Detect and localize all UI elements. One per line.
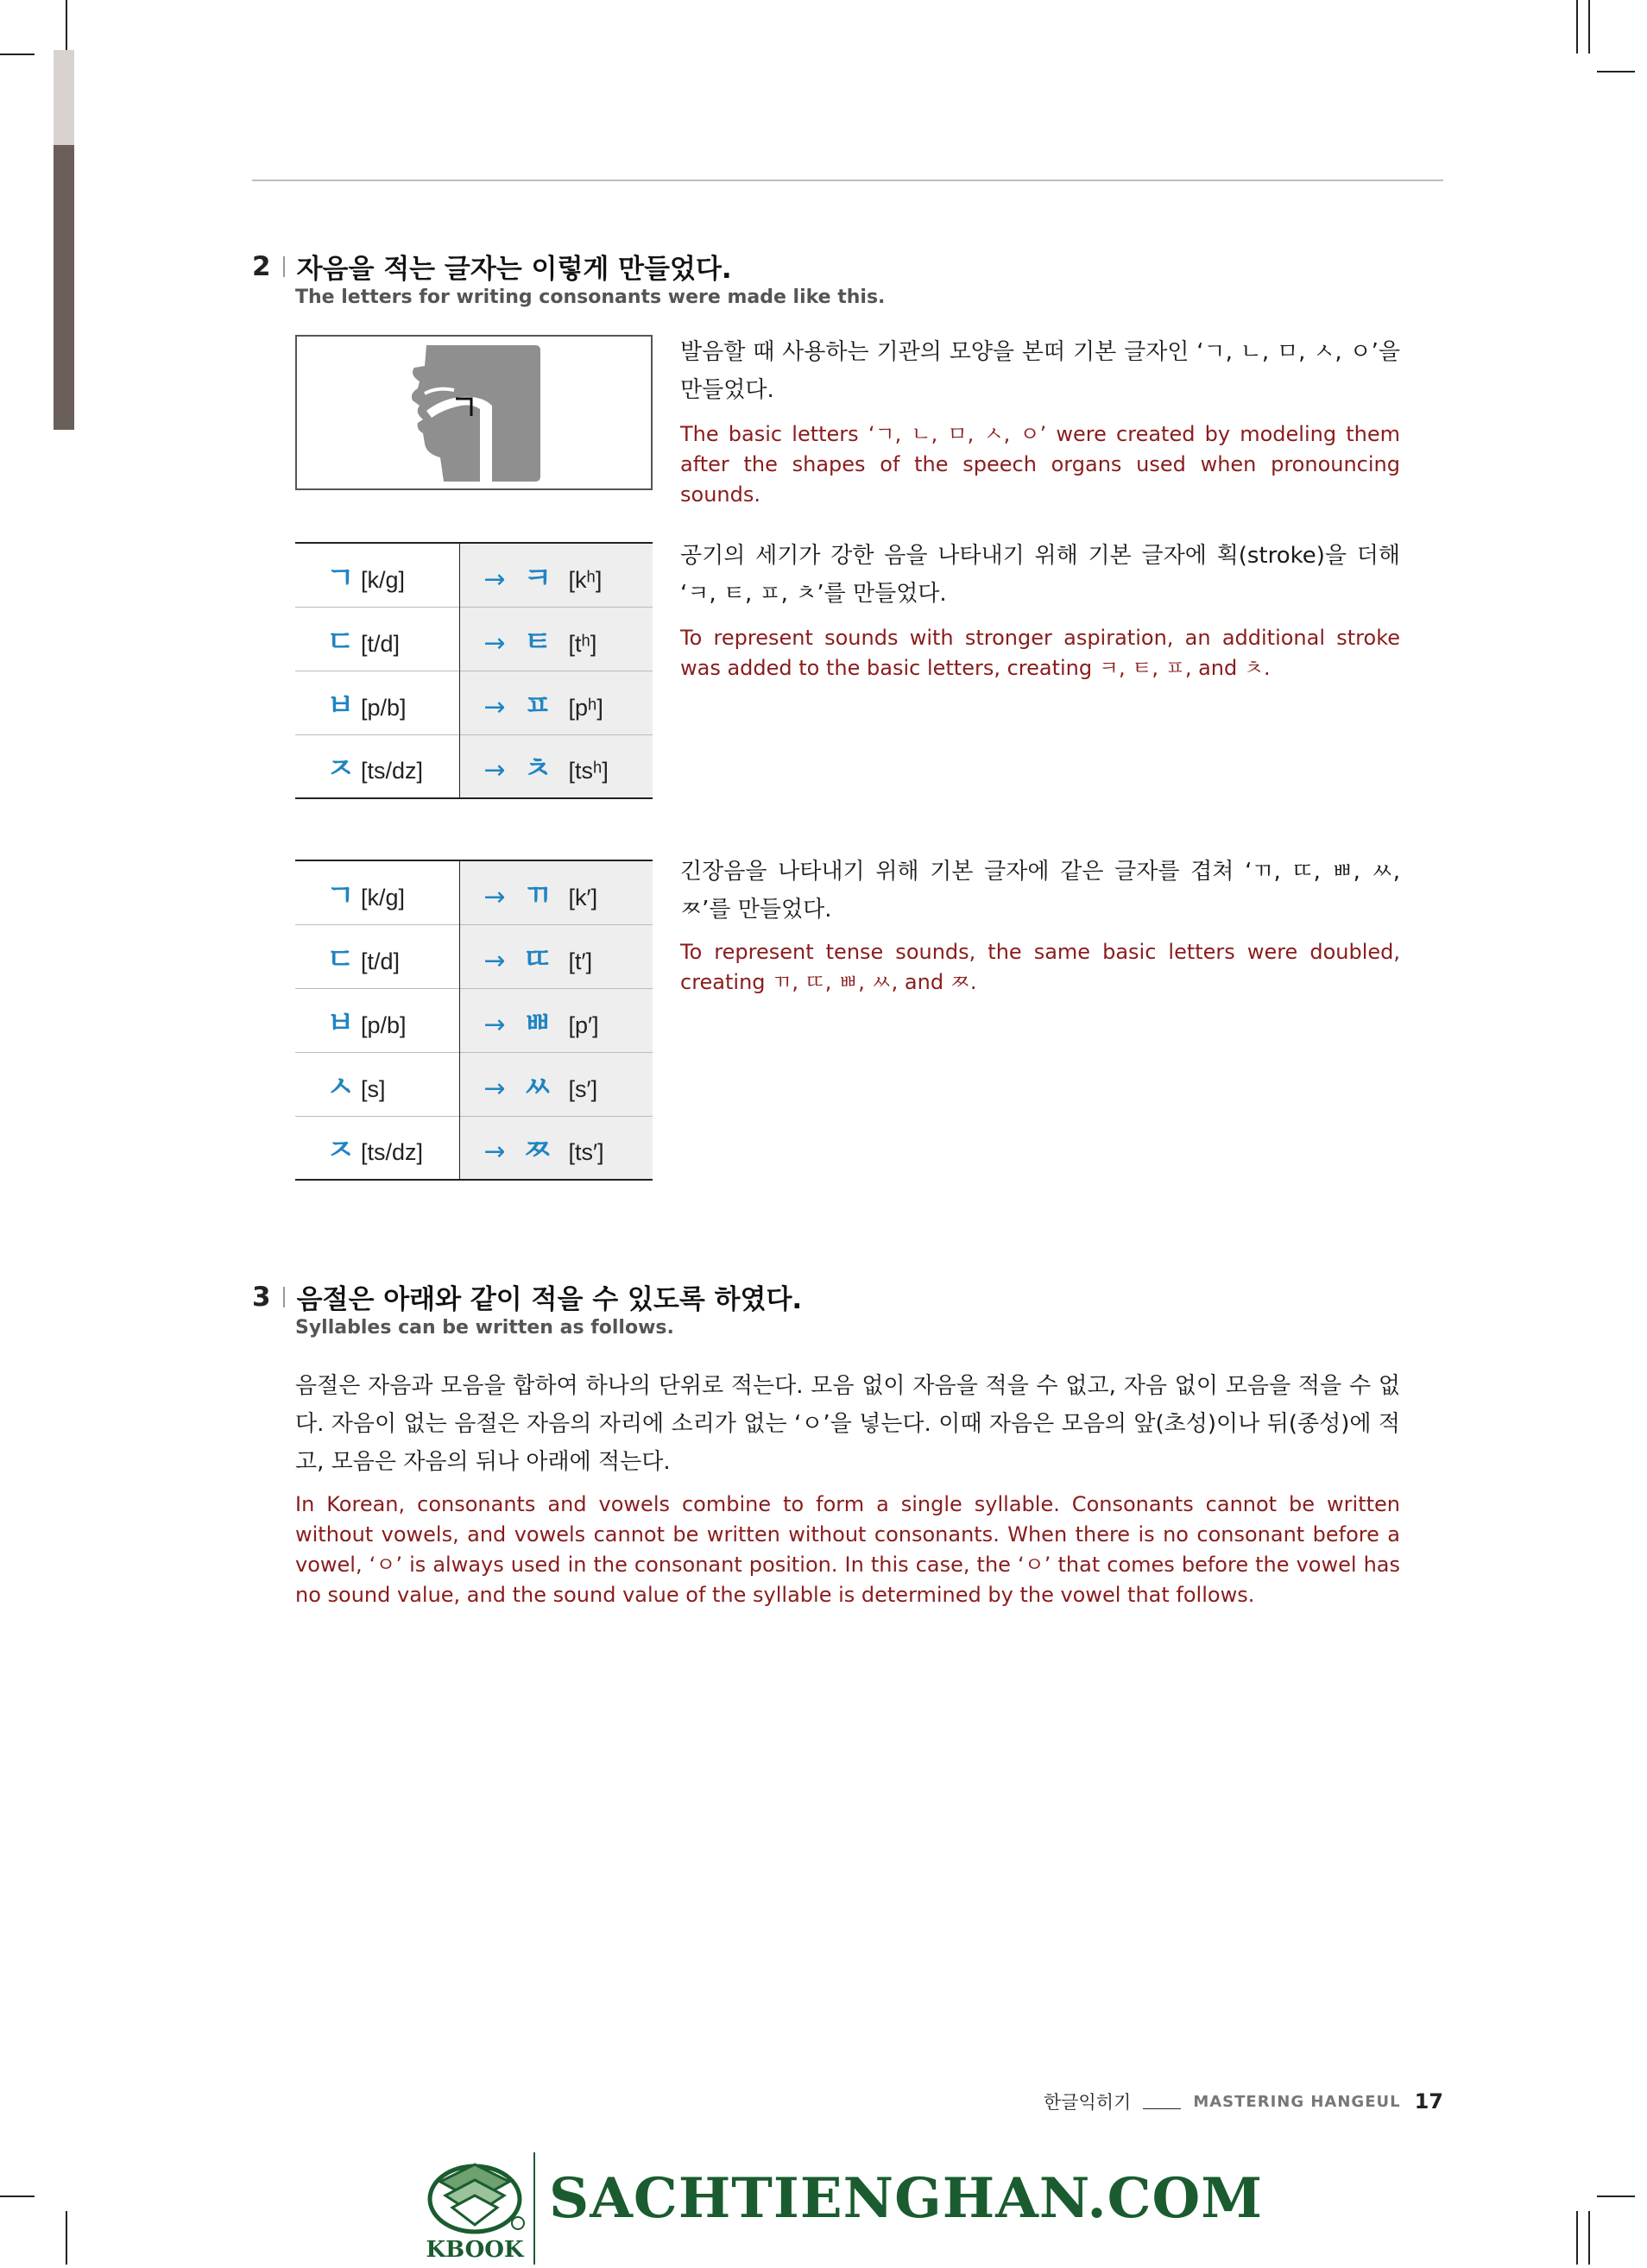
base-letter: ㅈ: [326, 1133, 355, 1169]
derived-letter: ㅉ: [523, 1133, 552, 1169]
arrow-icon: →: [483, 1009, 506, 1040]
heading-divider: [283, 1287, 285, 1307]
derived-ipa: [kʰ]: [568, 566, 603, 593]
derived-ipa: [p′]: [568, 1011, 599, 1038]
arrow-icon: →: [483, 1073, 506, 1104]
table-row: [295, 1116, 653, 1180]
derived-letter: ㅃ: [523, 1005, 552, 1041]
speech-organ-diagram: [295, 335, 653, 490]
derived-cell: [459, 988, 653, 1052]
base-ipa: [ts/dz]: [361, 1139, 424, 1166]
derived-letter: ㄲ: [523, 878, 552, 913]
table-row: [295, 1052, 653, 1116]
base-cell: [295, 607, 459, 671]
derived-letter: ㅍ: [523, 688, 552, 723]
aspirated-en: To represent sounds with stronger aspiration, an additional stroke was added to the basic letters, creating ㅋ, ㅌ, ㅍ, and ㅊ.: [680, 626, 1400, 680]
side-decoration-strip: [54, 50, 74, 430]
base-cell: [295, 1052, 459, 1116]
base-ipa: [p/b]: [361, 1011, 407, 1038]
table-row: [295, 671, 653, 734]
arrow-icon: →: [483, 755, 506, 786]
table-row: [295, 734, 653, 798]
section-3-heading: [252, 1277, 802, 1316]
base-cell: [295, 988, 459, 1052]
derived-letter: ㅋ: [523, 560, 552, 595]
derived-letter: ㅌ: [523, 624, 552, 659]
base-letter: ㅂ: [326, 1005, 355, 1041]
head-profile-illustration: [297, 337, 651, 488]
derived-letter: ㅊ: [523, 752, 552, 787]
crop-mark: [0, 2196, 35, 2197]
kbook-logo-text: KBOOK: [426, 2237, 524, 2263]
arrow-icon: →: [483, 945, 506, 976]
base-letter: ㄷ: [326, 624, 355, 659]
derived-ipa: [tsʰ]: [568, 758, 609, 784]
derived-ipa: [k′]: [568, 884, 598, 910]
base-cell: [295, 543, 459, 607]
table-row: [295, 924, 653, 988]
base-ipa: [t/d]: [361, 948, 401, 974]
section-title: 음절은 아래와 같이 적을 수 있도록 하였다.: [296, 1284, 803, 1315]
basic-letters-ko: 발음할 때 사용하는 기관의 모양을 본떠 기본 글자인 ‘ㄱ, ㄴ, ㅁ, ㅅ, ㅇ’을 만들었다.: [680, 339, 1400, 403]
base-letter: ㄷ: [326, 942, 355, 977]
brand-divider: [533, 2152, 535, 2265]
table-row: [295, 860, 653, 924]
crop-mark: [66, 0, 67, 54]
heading-divider: [283, 256, 285, 277]
page-number: 17: [1414, 2089, 1443, 2114]
base-cell: [295, 924, 459, 988]
arrow-icon: →: [483, 564, 506, 595]
arrow-icon: →: [483, 1137, 506, 1168]
section-subtitle: The letters for writing consonants were made like this.: [295, 287, 886, 308]
table-row: [295, 543, 653, 607]
base-letter: ㄱ: [326, 878, 355, 913]
arrow-icon: →: [483, 627, 506, 658]
derived-ipa: [tʰ]: [568, 630, 597, 657]
derived-ipa: [pʰ]: [568, 694, 603, 721]
base-ipa: [k/g]: [361, 884, 406, 910]
crop-mark: [1588, 0, 1590, 54]
page-footer: [1044, 2088, 1443, 2114]
derived-ipa: [t′]: [568, 948, 593, 974]
aspirated-consonant-table: [295, 542, 653, 799]
footer-divider: [1143, 2108, 1181, 2109]
crop-mark: [0, 54, 35, 55]
basic-letters-en: The basic letters ‘ㄱ, ㄴ, ㅁ, ㅅ, ㅇ’ were created by modeling them after the shapes of the speech organs used when pronouncing sounds.: [680, 422, 1400, 507]
derived-ipa: [ts′]: [568, 1139, 604, 1166]
derived-cell: [459, 734, 653, 798]
base-letter: ㅅ: [326, 1069, 355, 1105]
derived-ipa: [s′]: [568, 1075, 598, 1102]
arrow-icon: →: [483, 881, 506, 912]
footer-title-en: MASTERING HANGEUL: [1193, 2092, 1401, 2111]
derived-cell: [459, 607, 653, 671]
derived-cell: [459, 1116, 653, 1180]
section-2-heading: [252, 247, 732, 286]
tense-en: To represent tense sounds, the same basic letters were doubled, creating ㄲ, ㄸ, ㅃ, ㅆ, and ㅉ.: [680, 940, 1400, 994]
crop-mark: [66, 2211, 67, 2265]
base-cell: [295, 671, 459, 734]
base-letter: ㅂ: [326, 688, 355, 723]
derived-cell: [459, 924, 653, 988]
crop-mark: [1597, 2196, 1635, 2197]
base-ipa: [s]: [361, 1075, 386, 1102]
table-row: [295, 988, 653, 1052]
base-ipa: [ts/dz]: [361, 758, 424, 784]
derived-cell: [459, 1052, 653, 1116]
table-row: [295, 607, 653, 671]
base-cell: [295, 734, 459, 798]
base-ipa: [t/d]: [361, 630, 401, 657]
crop-mark: [1576, 2211, 1578, 2265]
crop-mark: [1588, 2211, 1590, 2265]
site-name: SACHTIENGHAN.COM: [549, 2166, 1264, 2231]
base-cell: [295, 860, 459, 924]
arrow-icon: →: [483, 691, 506, 722]
syllable-en: In Korean, consonants and vowels combine to form a single syllable. Consonants cannot be written without vowels, and vowels cannot be written without consonants. When there is no consonant before a vowel, ‘ㅇ’ is always used in the consonant position. In this case, the ‘ㅇ’ that comes before the vowel has no sound value, and the sound value of the syllable is determined by the vowel that follows.: [295, 1492, 1400, 1607]
crop-mark: [1576, 0, 1578, 54]
base-letter: ㄱ: [326, 560, 355, 595]
base-cell: [295, 1116, 459, 1180]
base-ipa: [p/b]: [361, 694, 407, 721]
syllable-ko: 음절은 자음과 모음을 합하여 하나의 단위로 적는다. 모음 없이 자음을 적을 수 없고, 자음 없이 모음을 적을 수 없다. 자음이 없는 음절은 자음의 자리에 소리가 없는 ‘ㅇ’을 넣는다. 이때 자음은 모음의 앞(초성)이나 뒤(종성)에 적고, 모음은 자음의 뒤나 아래에 적는다.: [295, 1373, 1400, 1475]
section-number: 2: [252, 250, 271, 282]
derived-letter: ㄸ: [523, 942, 552, 977]
brand-watermark: [414, 2147, 1264, 2268]
tense-ko: 긴장음을 나타내기 위해 기본 글자에 같은 글자를 겹쳐 ‘ㄲ, ㄸ, ㅃ, ㅆ, ㅉ’를 만들었다.: [680, 859, 1400, 923]
header-rule: [252, 180, 1443, 181]
tense-consonant-table: [295, 860, 653, 1181]
derived-cell: [459, 671, 653, 734]
footer-title-ko: 한글익히기: [1043, 2092, 1132, 2113]
derived-cell: [459, 860, 653, 924]
derived-cell: [459, 543, 653, 607]
kbook-logo-icon: [414, 2147, 535, 2242]
aspirated-ko: 공기의 세기가 강한 음을 나타내기 위해 기본 글자에 획(stroke)을 더해 ‘ㅋ, ㅌ, ㅍ, ㅊ’를 만들었다.: [680, 543, 1400, 607]
derived-letter: ㅆ: [523, 1069, 552, 1105]
section-number: 3: [252, 1281, 271, 1313]
base-ipa: [k/g]: [361, 566, 406, 593]
section-subtitle: Syllables can be written as follows.: [295, 1317, 674, 1339]
section-title: 자음을 적는 글자는 이렇게 만들었다.: [296, 254, 732, 285]
crop-mark: [1597, 71, 1635, 72]
base-letter: ㅈ: [326, 752, 355, 787]
